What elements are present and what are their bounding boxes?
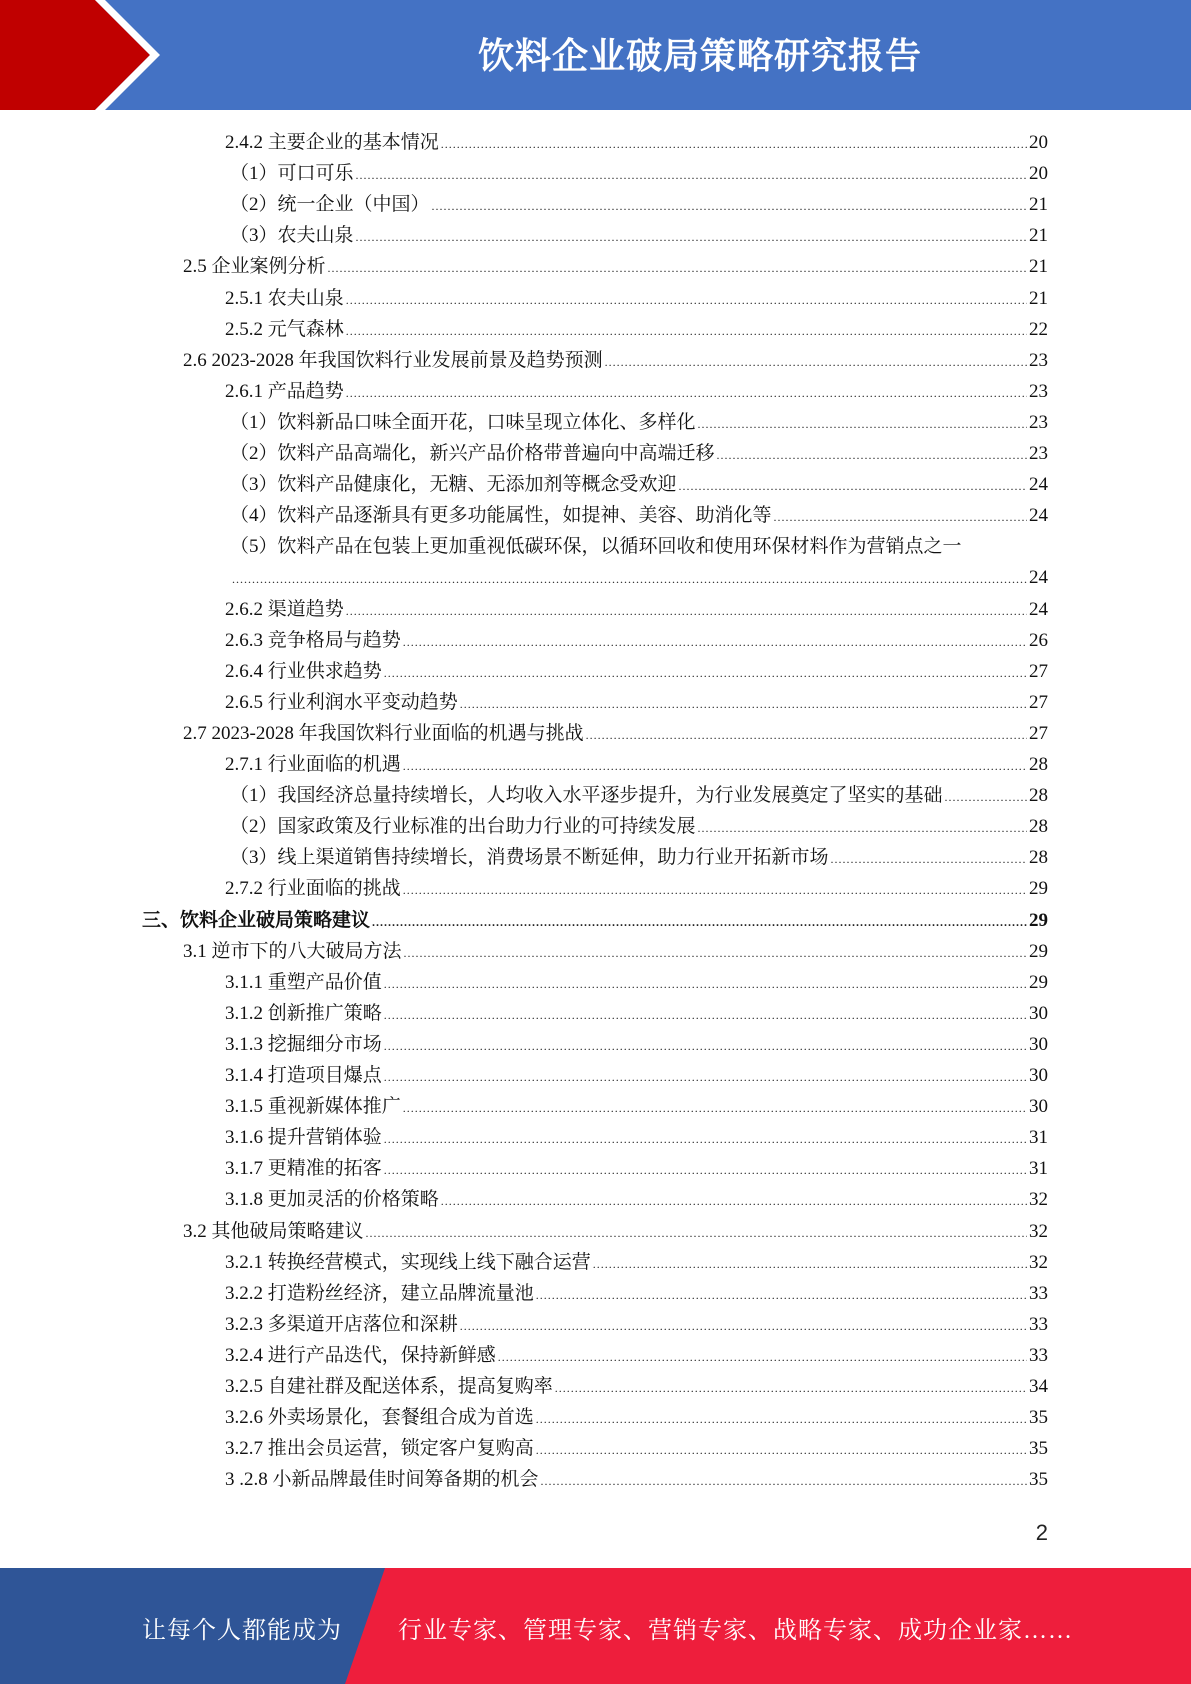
toc-page-number: 32: [1029, 1251, 1048, 1273]
toc-entry-text: 3.1.5 重视新媒体推广: [225, 1096, 401, 1118]
toc-leader-dots: [536, 1435, 1027, 1466]
toc-leader-dots: [384, 1031, 1027, 1062]
toc-entry-text: （2）国家政策及行业标准的出台助力行业的可持续发展: [230, 816, 696, 838]
toc-page-number: 35: [1029, 1469, 1048, 1491]
toc-page-number: 22: [1029, 318, 1048, 340]
toc-page-number: 21: [1029, 256, 1048, 278]
toc-entry[interactable]: [183, 936, 1048, 967]
toc-entry[interactable]: [183, 251, 1048, 282]
toc-entry[interactable]: [225, 1371, 1048, 1402]
toc-leader-dots: [384, 1000, 1027, 1031]
toc-page-number: 29: [1029, 878, 1048, 900]
toc-entry-text: 3.2.6 外卖场景化，套餐组合成为首选: [225, 1407, 534, 1429]
toc-leader-dots: [586, 720, 1027, 751]
toc-page-number: 27: [1029, 660, 1048, 682]
toc-page-number: 31: [1029, 1158, 1048, 1180]
toc-entry-text: 2.6.2 渠道趋势: [225, 598, 344, 620]
toc-entry[interactable]: [225, 1060, 1048, 1091]
toc-entry-text: 3.1.6 提升营销体验: [225, 1127, 382, 1149]
toc-leader-dots: [328, 253, 1027, 284]
toc-entry-text: 2.6.4 行业供求趋势: [225, 660, 382, 682]
toc-leader-dots: [366, 1218, 1027, 1249]
toc-leader-dots: [498, 1342, 1027, 1373]
toc-leader-dots: [384, 1062, 1027, 1093]
toc-entry-text: 3.2.7 推出会员运营，锁定客户复购高: [225, 1438, 534, 1460]
toc-leader-dots: [441, 1186, 1027, 1217]
toc-entry-text: 2.7 2023-2028 年我国饮料行业面临的机遇与挑战: [183, 722, 584, 744]
toc-leader-dots: [403, 875, 1027, 906]
footer-slogan-right: 行业专家、管理专家、营销专家、战略专家、成功企业家……: [398, 1618, 1073, 1644]
toc-page-number: 26: [1029, 629, 1048, 651]
toc-entry-text: 2.6.5 行业利润水平变动趋势: [225, 691, 458, 713]
toc-entry[interactable]: [230, 220, 1048, 251]
toc-entry-text: 3.2.5 自建社群及配送体系，提高复购率: [225, 1376, 553, 1397]
toc-page-number: 24: [1029, 598, 1048, 620]
toc-entry[interactable]: [225, 1247, 1048, 1278]
toc-page-number: 24: [1029, 505, 1048, 527]
toc-entry-text: 3.1.8 更加灵活的价格策略: [225, 1189, 439, 1211]
toc-leader-dots: [346, 596, 1027, 627]
toc-leader-dots: [460, 1311, 1027, 1342]
toc-page-number: 23: [1029, 380, 1048, 402]
toc-leader-dots: [403, 627, 1027, 658]
toc-leader-dots: [432, 191, 1027, 222]
toc-entry-text: 2.5 企业案例分析: [183, 256, 326, 278]
toc-page-number: 28: [1029, 847, 1048, 869]
toc-entry[interactable]: [230, 189, 1048, 220]
toc-entry[interactable]: [225, 1433, 1048, 1464]
toc-page-number: 35: [1029, 1438, 1048, 1460]
toc-entry-text: 2.4.2 主要企业的基本情况: [225, 132, 439, 153]
toc-leader-dots: [774, 502, 1027, 533]
toc-entry-text: （5）饮料产品在包装上更加重视低碳环保，以循环回收和使用环保材料作为营销点之一: [230, 536, 962, 558]
toc-leader-dots: [698, 409, 1027, 440]
toc-page-number: 29: [1029, 909, 1048, 931]
toc-leader-dots: [536, 1404, 1027, 1435]
page-header: [0, 0, 1191, 110]
toc-entry[interactable]: [183, 345, 1048, 376]
toc-page-number: 24: [1029, 474, 1048, 496]
toc-entry[interactable]: [225, 1402, 1048, 1433]
toc-entry[interactable]: [225, 1340, 1048, 1371]
toc-entry-text: 3.2.4 进行产品迭代，保持新鲜感: [225, 1344, 496, 1366]
toc-page-number: 27: [1029, 722, 1048, 744]
toc-leader-dots: [346, 378, 1027, 409]
toc-entry[interactable]: [225, 1122, 1048, 1153]
toc-leader-dots: [384, 969, 1027, 1000]
toc-entry[interactable]: [230, 562, 1048, 593]
toc-leader-dots: [717, 440, 1027, 471]
toc-page-number: 21: [1029, 194, 1048, 216]
toc-page-number: 23: [1029, 411, 1048, 433]
toc-entry-text: 3.2.2 打造粉丝经济，建立品牌流量池: [225, 1282, 534, 1304]
toc-entry-text: 3 .2.8 小新品牌最佳时间筹备期的机会: [225, 1469, 539, 1491]
toc-entry-text: （1）饮料新品口味全面开花，口味呈现立体化、多样化: [230, 411, 696, 433]
toc-leader-dots: [679, 471, 1027, 502]
toc-leader-dots: [403, 1093, 1027, 1124]
toc-page-number: 23: [1029, 349, 1048, 371]
toc-entry[interactable]: [225, 594, 1048, 625]
toc-entry-text: 2.6.3 竞争格局与趋势: [225, 629, 401, 651]
toc-leader-dots: [831, 844, 1027, 875]
toc-entry[interactable]: [225, 1309, 1048, 1340]
toc-page-number: 33: [1029, 1282, 1048, 1304]
toc-entry[interactable]: [230, 438, 1048, 469]
toc-leader-dots: [555, 1373, 1027, 1404]
toc-page-number: 29: [1029, 971, 1048, 993]
toc-entry[interactable]: [225, 314, 1048, 345]
toc-entry-text: 3.2.1 转换经营模式，实现线上线下融合运营: [225, 1251, 591, 1273]
toc-leader-dots: [346, 285, 1027, 316]
toc-leader-dots: [232, 564, 1027, 595]
toc-page-number: 30: [1029, 1065, 1048, 1086]
toc-page-number: 30: [1029, 1033, 1048, 1055]
toc-entry[interactable]: [225, 967, 1048, 998]
toc-leader-dots: [593, 1249, 1027, 1280]
toc-entry-text: 3.1.7 更精准的拓客: [225, 1158, 382, 1180]
toc-entry-text: 2.6 2023-2028 年我国饮料行业发展前景及趋势预测: [183, 349, 603, 371]
toc-entry-text: 3.1.3 挖掘细分市场: [225, 1033, 382, 1055]
toc-entry[interactable]: [230, 811, 1048, 842]
toc-entry-text: （2）饮料产品高端化，新兴产品价格带普遍向中高端迁移: [230, 443, 715, 464]
toc-entry[interactable]: [225, 1153, 1048, 1184]
toc-entry[interactable]: [225, 625, 1048, 656]
toc-entry[interactable]: [230, 158, 1048, 189]
toc-leader-dots: [536, 1280, 1027, 1311]
toc-entry-text: 三、饮料企业破局策略建议: [142, 909, 371, 931]
toc-leader-dots: [384, 1124, 1027, 1155]
toc-page-number: 28: [1029, 816, 1048, 838]
toc-entry-text: 2.7.1 行业面临的机遇: [225, 754, 401, 775]
header-title: 饮料企业破局策略研究报告: [477, 36, 922, 77]
toc-leader-dots: [356, 222, 1027, 253]
toc-entry-text: 3.1.4 打造项目爆点: [225, 1065, 382, 1086]
toc-entry[interactable]: [225, 749, 1048, 780]
toc-entry[interactable]: [225, 283, 1048, 314]
toc-entry[interactable]: [225, 1184, 1048, 1215]
toc-entry-text: （1）可口可乐: [230, 163, 354, 185]
toc-entry-text: （3）农夫山泉: [230, 225, 354, 247]
toc-entry-text: （4）饮料产品逐渐具有更多功能属性，如提神、美容、助消化等: [230, 505, 772, 527]
toc-entry[interactable]: [225, 1091, 1048, 1122]
toc-leader-dots: [372, 907, 1027, 938]
toc-entry[interactable]: [225, 376, 1048, 407]
toc-page-number: 33: [1029, 1313, 1048, 1335]
toc-page-number: 20: [1029, 163, 1048, 185]
toc-leader-dots: [945, 782, 1027, 813]
toc-page-number: 30: [1029, 1002, 1048, 1024]
toc-entry[interactable]: [183, 1216, 1048, 1247]
toc-page-number: 28: [1029, 754, 1048, 775]
toc-entry[interactable]: [225, 656, 1048, 687]
toc-entry[interactable]: [225, 687, 1048, 718]
toc-page-number: 21: [1029, 287, 1048, 309]
toc-entry[interactable]: [230, 780, 1048, 811]
toc-entry-text: 2.6.1 产品趋势: [225, 380, 344, 402]
toc-page-number: 23: [1029, 443, 1048, 464]
toc-leader-dots: [698, 813, 1027, 844]
toc-entry[interactable]: [225, 1278, 1048, 1309]
toc-leader-dots: [541, 1466, 1027, 1497]
toc-entry-text: 3.1 逆市下的八大破局方法: [183, 940, 402, 962]
toc-leader-dots: [403, 751, 1027, 782]
toc-entry-text: （3）饮料产品健康化，无糖、无添加剂等概念受欢迎: [230, 474, 677, 496]
toc-leader-dots: [605, 347, 1027, 378]
toc-entry-text: 2.5.1 农夫山泉: [225, 287, 344, 309]
toc-entry-text: 3.1.1 重塑产品价值: [225, 971, 382, 993]
footer-slogan-left: 让每个人都能成为: [142, 1618, 342, 1644]
toc-page-number: 34: [1029, 1376, 1048, 1397]
toc-page-number: 20: [1029, 132, 1048, 153]
toc-entry-text: 3.2 其他破局策略建议: [183, 1220, 364, 1242]
toc-entry[interactable]: [230, 842, 1048, 873]
toc-entry[interactable]: [230, 469, 1048, 500]
toc-entry-text: 3.2.3 多渠道开店落位和深耕: [225, 1313, 458, 1335]
toc-leader-dots: [441, 129, 1027, 160]
toc-leader-dots: [404, 938, 1027, 969]
toc-page-number: 28: [1029, 785, 1048, 807]
toc-leader-dots: [460, 689, 1027, 720]
toc-entry-text: （3）线上渠道销售持续增长，消费场景不断延伸，助力行业开拓新市场: [230, 847, 829, 869]
toc-page-number: 33: [1029, 1344, 1048, 1366]
toc-page-number: 32: [1029, 1189, 1048, 1211]
toc-page-number: 35: [1029, 1407, 1048, 1429]
toc-page-number: 21: [1029, 225, 1048, 247]
page-footer: [0, 1568, 1191, 1684]
toc-leader-dots: [356, 160, 1027, 191]
toc-leader-dots: [384, 1155, 1027, 1186]
toc-entry[interactable]: [225, 998, 1048, 1029]
toc-page-number: 32: [1029, 1220, 1048, 1242]
page-number: 2: [1035, 1520, 1048, 1545]
toc-entry[interactable]: [225, 127, 1048, 158]
toc-page-number: 31: [1029, 1127, 1048, 1149]
toc-page-number: 30: [1029, 1096, 1048, 1118]
toc-leader-dots: [346, 316, 1027, 347]
toc-page-number: 24: [1029, 567, 1048, 589]
toc-entry[interactable]: [225, 1029, 1048, 1060]
toc-entry-text: 2.5.2 元气森林: [225, 318, 344, 340]
toc-leader-dots: [384, 658, 1027, 689]
toc-entry-text: 3.1.2 创新推广策略: [225, 1002, 382, 1024]
toc-entry[interactable]: [225, 873, 1048, 904]
toc-entry-text: （1）我国经济总量持续增长，人均收入水平逐步提升，为行业发展奠定了坚实的基础: [230, 785, 943, 807]
toc-entry[interactable]: [183, 718, 1048, 749]
toc-entry[interactable]: [230, 407, 1048, 438]
toc-entry[interactable]: [142, 905, 1048, 936]
toc-entry[interactable]: [225, 1464, 1048, 1495]
toc-entry-text: 2.7.2 行业面临的挑战: [225, 878, 401, 900]
toc-entry[interactable]: [230, 500, 1048, 531]
toc-page-number: 29: [1029, 940, 1048, 962]
toc-entry-text: （2）统一企业（中国）: [230, 194, 430, 216]
toc-page-number: 27: [1029, 691, 1048, 713]
